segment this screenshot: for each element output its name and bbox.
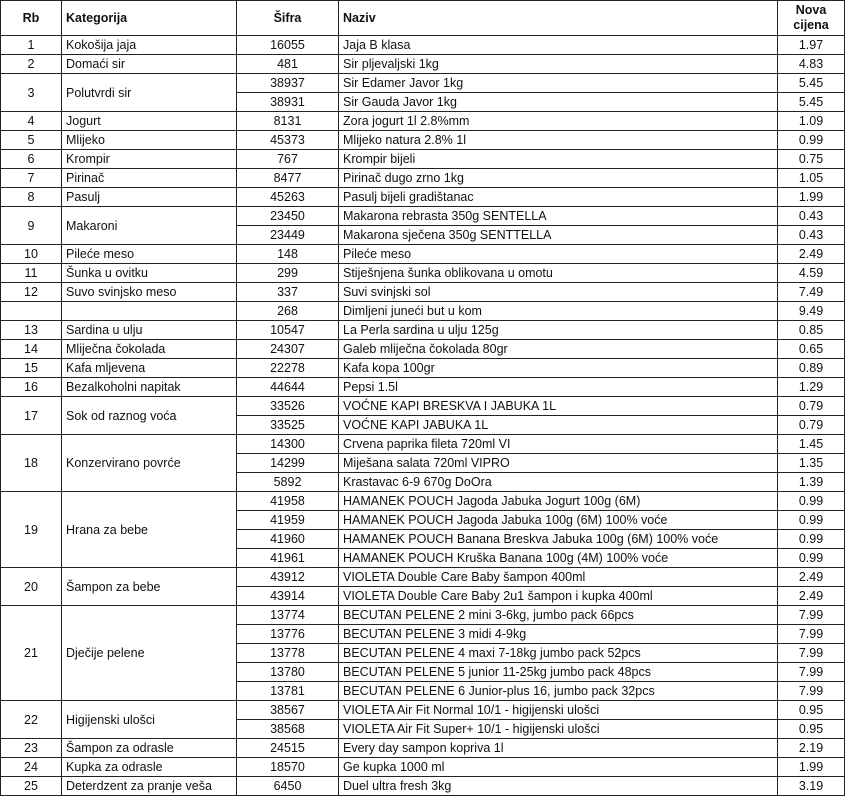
table-row: [1, 150, 845, 169]
table-row: [1, 739, 845, 758]
cell-rb: 7: [1, 169, 62, 188]
cell-naziv: VIOLETA Double Care Baby 2u1 šampon i kupka 400ml: [339, 587, 778, 606]
cell-naziv: Galeb mliječna čokolada 80gr: [339, 340, 778, 359]
table-row: [1, 36, 845, 55]
cell-kategorija: Pirinač: [62, 169, 237, 188]
cell-sifra: 24515: [237, 739, 339, 758]
cell-sifra: 8131: [237, 112, 339, 131]
cell-nova-cijena: 1.99: [778, 188, 845, 207]
cell-naziv: HAMANEK POUCH Banana Breskva Jabuka 100g (6M) 100% voće: [339, 530, 778, 549]
cell-sifra: 148: [237, 245, 339, 264]
cell-rb: 17: [1, 397, 62, 435]
table-row: [1, 397, 845, 416]
cell-kategorija: [62, 302, 237, 321]
cell-sifra: 10547: [237, 321, 339, 340]
cell-rb: 13: [1, 321, 62, 340]
cell-sifra: 13774: [237, 606, 339, 625]
cell-nova-cijena: 0.75: [778, 150, 845, 169]
cell-sifra: 33526: [237, 397, 339, 416]
cell-naziv: La Perla sardina u ulju 125g: [339, 321, 778, 340]
cell-nova-cijena: 5.45: [778, 74, 845, 93]
cell-sifra: 43912: [237, 568, 339, 587]
cell-sifra: 13778: [237, 644, 339, 663]
cell-naziv: Pirinač dugo zrno 1kg: [339, 169, 778, 188]
cell-nova-cijena: 4.59: [778, 264, 845, 283]
cell-kategorija: Pasulj: [62, 188, 237, 207]
table-row: [1, 758, 845, 777]
cell-nova-cijena: 1.97: [778, 36, 845, 55]
cell-kategorija: Krompir: [62, 150, 237, 169]
cell-nova-cijena: 1.29: [778, 378, 845, 397]
cell-nova-cijena: 2.19: [778, 739, 845, 758]
cell-kategorija: Kafa mljevena: [62, 359, 237, 378]
cell-nova-cijena: 7.49: [778, 283, 845, 302]
cell-sifra: 767: [237, 150, 339, 169]
cell-naziv: Every day sampon kopriva 1l: [339, 739, 778, 758]
table-row: [1, 435, 845, 454]
cell-kategorija: Sardina u ulju: [62, 321, 237, 340]
cell-rb: 4: [1, 112, 62, 131]
cell-sifra: 8477: [237, 169, 339, 188]
cell-naziv: Mlijeko natura 2.8% 1l: [339, 131, 778, 150]
table-row: [1, 264, 845, 283]
cell-naziv: Duel ultra fresh 3kg: [339, 777, 778, 796]
cell-naziv: Makarona sječena 350g SENTTELLA: [339, 226, 778, 245]
header-nova-cijena-line1: Nova: [795, 3, 827, 17]
cell-sifra: 299: [237, 264, 339, 283]
cell-sifra: 5892: [237, 473, 339, 492]
cell-sifra: 23449: [237, 226, 339, 245]
cell-nova-cijena: 0.99: [778, 530, 845, 549]
cell-naziv: Pasulj bijeli gradištanac: [339, 188, 778, 207]
cell-nova-cijena: 1.35: [778, 454, 845, 473]
cell-sifra: 13781: [237, 682, 339, 701]
cell-sifra: 41961: [237, 549, 339, 568]
cell-nova-cijena: 0.99: [778, 131, 845, 150]
cell-naziv: Kafa kopa 100gr: [339, 359, 778, 378]
cell-sifra: 13780: [237, 663, 339, 682]
header-rb: Rb: [1, 1, 62, 36]
cell-rb: [1, 302, 62, 321]
table-row: [1, 492, 845, 511]
cell-naziv: Sir Edamer Javor 1kg: [339, 74, 778, 93]
table-body: [1, 36, 845, 796]
cell-sifra: 38931: [237, 93, 339, 112]
cell-rb: 24: [1, 758, 62, 777]
table-row: [1, 321, 845, 340]
cell-nova-cijena: 0.99: [778, 549, 845, 568]
header-nova-cijena: [778, 1, 845, 36]
cell-nova-cijena: 0.79: [778, 397, 845, 416]
cell-sifra: 23450: [237, 207, 339, 226]
table-row: [1, 188, 845, 207]
cell-rb: 25: [1, 777, 62, 796]
cell-naziv: Zora jogurt 1l 2.8%mm: [339, 112, 778, 131]
table-row: [1, 283, 845, 302]
cell-rb: 3: [1, 74, 62, 112]
cell-rb: 6: [1, 150, 62, 169]
cell-sifra: 38937: [237, 74, 339, 93]
cell-naziv: BECUTAN PELENE 4 maxi 7-18kg jumbo pack 52pcs: [339, 644, 778, 663]
cell-sifra: 45263: [237, 188, 339, 207]
cell-sifra: 44644: [237, 378, 339, 397]
header-kategorija: Kategorija: [62, 1, 237, 36]
cell-sifra: 38568: [237, 720, 339, 739]
cell-sifra: 481: [237, 55, 339, 74]
cell-naziv: VIOLETA Double Care Baby šampon 400ml: [339, 568, 778, 587]
cell-naziv: Pepsi 1.5l: [339, 378, 778, 397]
cell-kategorija: Suvo svinjsko meso: [62, 283, 237, 302]
cell-sifra: 18570: [237, 758, 339, 777]
cell-sifra: 43914: [237, 587, 339, 606]
cell-nova-cijena: 5.45: [778, 93, 845, 112]
table-row: [1, 302, 845, 321]
cell-kategorija: Šunka u ovitku: [62, 264, 237, 283]
cell-nova-cijena: 2.49: [778, 587, 845, 606]
cell-kategorija: Kokošija jaja: [62, 36, 237, 55]
cell-nova-cijena: 9.49: [778, 302, 845, 321]
cell-naziv: BECUTAN PELENE 5 junior 11-25kg jumbo pack 48pcs: [339, 663, 778, 682]
cell-naziv: VIOLETA Air Fit Super+ 10/1 - higijenski ulošci: [339, 720, 778, 739]
cell-nova-cijena: 2.49: [778, 568, 845, 587]
cell-rb: 1: [1, 36, 62, 55]
table-row: [1, 169, 845, 188]
cell-naziv: VIOLETA Air Fit Normal 10/1 - higijenski ulošci: [339, 701, 778, 720]
cell-naziv: BECUTAN PELENE 6 Junior-plus 16, jumbo pack 32pcs: [339, 682, 778, 701]
table-row: [1, 207, 845, 226]
cell-naziv: Suvi svinjski sol: [339, 283, 778, 302]
cell-nova-cijena: 0.65: [778, 340, 845, 359]
cell-kategorija: Bezalkoholni napitak: [62, 378, 237, 397]
cell-rb: 15: [1, 359, 62, 378]
cell-kategorija: Domaći sir: [62, 55, 237, 74]
table-row: [1, 568, 845, 587]
cell-nova-cijena: 0.43: [778, 226, 845, 245]
table-row: [1, 378, 845, 397]
cell-nova-cijena: 2.49: [778, 245, 845, 264]
cell-sifra: 38567: [237, 701, 339, 720]
cell-naziv: Miješana salata 720ml VIPRO: [339, 454, 778, 473]
cell-kategorija: Šampon za bebe: [62, 568, 237, 606]
cell-rb: 2: [1, 55, 62, 74]
cell-nova-cijena: 0.89: [778, 359, 845, 378]
cell-nova-cijena: 0.85: [778, 321, 845, 340]
cell-kategorija: Konzervirano povrće: [62, 435, 237, 492]
cell-rb: 22: [1, 701, 62, 739]
cell-naziv: HAMANEK POUCH Jagoda Jabuka Jogurt 100g (6M): [339, 492, 778, 511]
cell-kategorija: Sok od raznog voća: [62, 397, 237, 435]
cell-naziv: Makarona rebrasta 350g SENTELLA: [339, 207, 778, 226]
cell-nova-cijena: 7.99: [778, 625, 845, 644]
cell-nova-cijena: 7.99: [778, 606, 845, 625]
cell-kategorija: Šampon za odrasle: [62, 739, 237, 758]
cell-nova-cijena: 4.83: [778, 55, 845, 74]
cell-rb: 12: [1, 283, 62, 302]
cell-naziv: VOĆNE KAPI BRESKVA I JABUKA 1L: [339, 397, 778, 416]
cell-sifra: 6450: [237, 777, 339, 796]
cell-naziv: BECUTAN PELENE 2 mini 3-6kg, jumbo pack 66pcs: [339, 606, 778, 625]
cell-sifra: 45373: [237, 131, 339, 150]
cell-kategorija: Kupka za odrasle: [62, 758, 237, 777]
cell-nova-cijena: 1.05: [778, 169, 845, 188]
cell-rb: 5: [1, 131, 62, 150]
cell-rb: 9: [1, 207, 62, 245]
cell-naziv: Krastavac 6-9 670g DoOra: [339, 473, 778, 492]
cell-naziv: Stiješnjena šunka oblikovana u omotu: [339, 264, 778, 283]
cell-sifra: 41958: [237, 492, 339, 511]
cell-sifra: 14300: [237, 435, 339, 454]
cell-kategorija: Mliječna čokolada: [62, 340, 237, 359]
table-row: [1, 606, 845, 625]
cell-sifra: 268: [237, 302, 339, 321]
cell-nova-cijena: 0.95: [778, 720, 845, 739]
cell-sifra: 41959: [237, 511, 339, 530]
table-row: [1, 340, 845, 359]
table-row: [1, 112, 845, 131]
cell-rb: 23: [1, 739, 62, 758]
cell-nova-cijena: 1.45: [778, 435, 845, 454]
cell-sifra: 33525: [237, 416, 339, 435]
cell-rb: 18: [1, 435, 62, 492]
table-row: [1, 777, 845, 796]
cell-kategorija: Polutvrdi sir: [62, 74, 237, 112]
cell-nova-cijena: 7.99: [778, 644, 845, 663]
cell-rb: 16: [1, 378, 62, 397]
cell-kategorija: Deterdzent za pranje veša: [62, 777, 237, 796]
cell-naziv: Sir Gauda Javor 1kg: [339, 93, 778, 112]
cell-rb: 10: [1, 245, 62, 264]
table-row: [1, 701, 845, 720]
cell-nova-cijena: 0.79: [778, 416, 845, 435]
table-row: [1, 131, 845, 150]
cell-kategorija: Higijenski ulošci: [62, 701, 237, 739]
cell-naziv: Dimljeni juneći but u kom: [339, 302, 778, 321]
cell-sifra: 24307: [237, 340, 339, 359]
cell-sifra: 14299: [237, 454, 339, 473]
cell-kategorija: Jogurt: [62, 112, 237, 131]
cell-sifra: 13776: [237, 625, 339, 644]
cell-rb: 20: [1, 568, 62, 606]
cell-nova-cijena: 0.95: [778, 701, 845, 720]
cell-nova-cijena: 0.43: [778, 207, 845, 226]
cell-nova-cijena: 7.99: [778, 682, 845, 701]
table-row: [1, 359, 845, 378]
cell-sifra: 22278: [237, 359, 339, 378]
cell-rb: 14: [1, 340, 62, 359]
cell-nova-cijena: 7.99: [778, 663, 845, 682]
cell-naziv: Crvena paprika fileta 720ml VI: [339, 435, 778, 454]
header-nova-cijena-line2: cijena: [793, 18, 829, 32]
cell-nova-cijena: 1.09: [778, 112, 845, 131]
cell-naziv: Krompir bijeli: [339, 150, 778, 169]
cell-rb: 11: [1, 264, 62, 283]
cell-nova-cijena: 0.99: [778, 492, 845, 511]
cell-kategorija: Hrana za bebe: [62, 492, 237, 568]
table-row: [1, 245, 845, 264]
cell-sifra: 16055: [237, 36, 339, 55]
cell-rb: 8: [1, 188, 62, 207]
cell-rb: 21: [1, 606, 62, 701]
cell-nova-cijena: 1.39: [778, 473, 845, 492]
cell-kategorija: Mlijeko: [62, 131, 237, 150]
cell-rb: 19: [1, 492, 62, 568]
cell-naziv: HAMANEK POUCH Jagoda Jabuka 100g (6M) 100% voće: [339, 511, 778, 530]
cell-sifra: 337: [237, 283, 339, 302]
header-naziv: Naziv: [339, 1, 778, 36]
header-row: [1, 1, 845, 36]
header-sifra: Šifra: [237, 1, 339, 36]
cell-kategorija: Pileće meso: [62, 245, 237, 264]
table-row: [1, 55, 845, 74]
cell-kategorija: Dječije pelene: [62, 606, 237, 701]
cell-naziv: Pileće meso: [339, 245, 778, 264]
cell-nova-cijena: 1.99: [778, 758, 845, 777]
table-row: [1, 74, 845, 93]
cell-kategorija: Makaroni: [62, 207, 237, 245]
cell-naziv: HAMANEK POUCH Kruška Banana 100g (4M) 100% voće: [339, 549, 778, 568]
cell-nova-cijena: 3.19: [778, 777, 845, 796]
cell-naziv: Sir pljevaljski 1kg: [339, 55, 778, 74]
cell-naziv: Jaja B klasa: [339, 36, 778, 55]
cell-naziv: BECUTAN PELENE 3 midi 4-9kg: [339, 625, 778, 644]
cell-sifra: 41960: [237, 530, 339, 549]
cell-naziv: Ge kupka 1000 ml: [339, 758, 778, 777]
cell-nova-cijena: 0.99: [778, 511, 845, 530]
cell-naziv: VOĆNE KAPI JABUKA 1L: [339, 416, 778, 435]
